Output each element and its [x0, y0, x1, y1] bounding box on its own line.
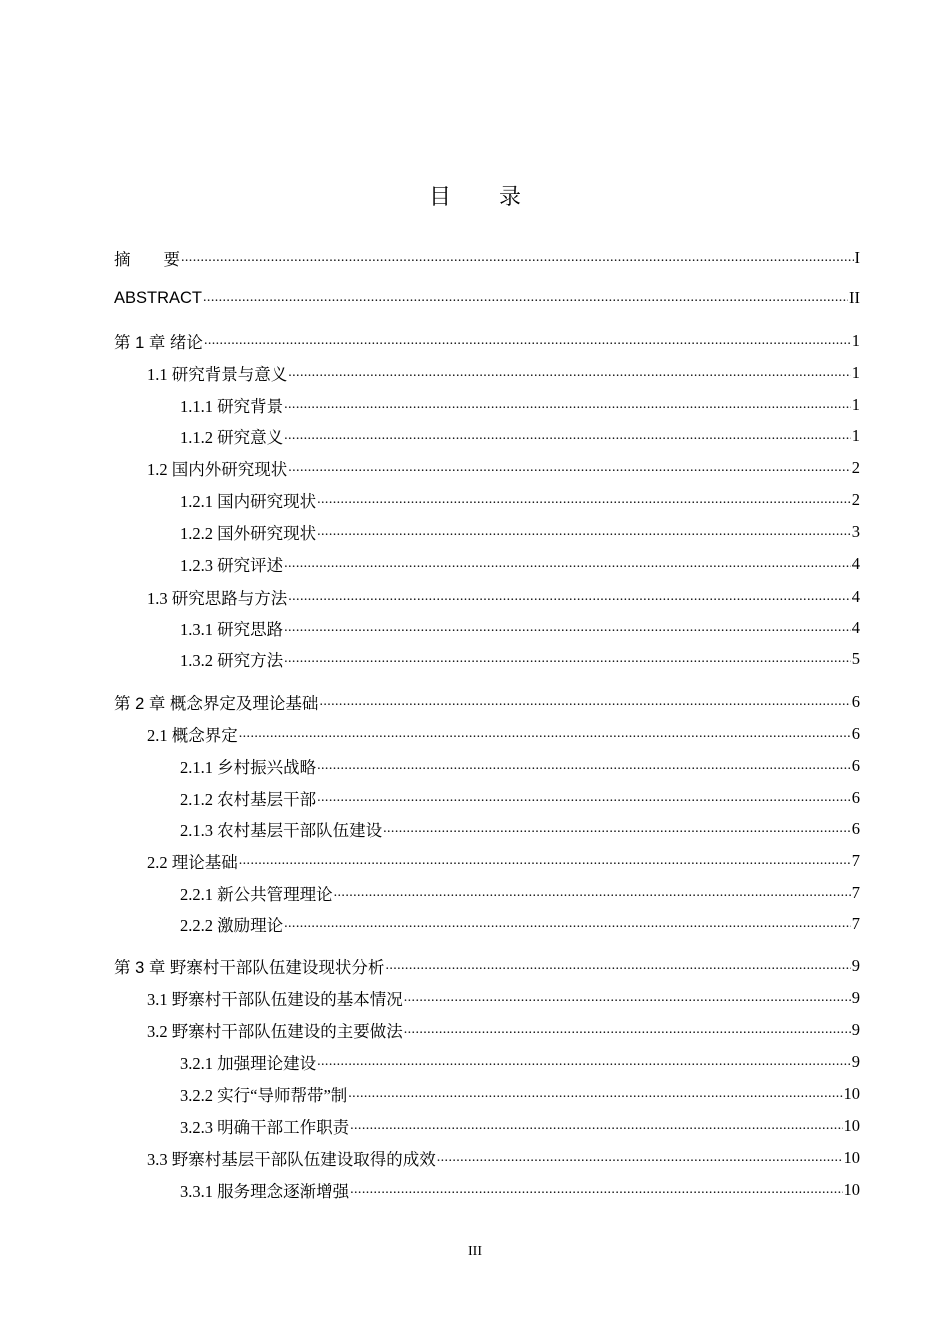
toc-entry-page: 6 — [851, 756, 860, 775]
toc-entry[interactable] — [180, 1115, 860, 1137]
dot-leader — [284, 648, 851, 670]
dot-leader — [317, 787, 851, 809]
toc-entry-label: 1.2.2 国外研究现状 — [180, 524, 317, 543]
toc-entry-label: 摘 要 — [114, 251, 180, 269]
toc-entry-page: 9 — [851, 956, 860, 975]
toc-entry-label: 3.2.2 实行“导师帮带”制 — [180, 1086, 348, 1105]
toc-entry-page: 6 — [851, 819, 860, 838]
toc-entry[interactable] — [114, 330, 860, 352]
toc-entry[interactable] — [114, 955, 860, 977]
page-title: 目录 — [428, 185, 569, 210]
dot-leader — [239, 850, 851, 872]
toc-entry-label: 2.2 理论基础 — [147, 853, 238, 872]
dot-leader — [239, 723, 851, 745]
toc-entry[interactable] — [147, 987, 860, 1009]
toc-entry-page: 4 — [851, 554, 860, 573]
toc-entry[interactable] — [147, 457, 860, 479]
toc-entry[interactable] — [180, 489, 860, 511]
toc-entry-page: 10 — [843, 1084, 860, 1103]
toc-entry[interactable] — [147, 723, 860, 745]
toc-entry-page: 1 — [851, 331, 860, 350]
dot-leader — [350, 1179, 842, 1201]
dot-leader — [203, 287, 848, 309]
toc-entry-label: 1.3.2 研究方法 — [180, 651, 284, 670]
dot-leader — [334, 882, 851, 904]
toc-entry-label: 1.1.1 研究背景 — [180, 397, 284, 416]
dot-leader — [288, 457, 851, 479]
toc-entry-page: 2 — [851, 490, 860, 509]
dot-leader — [317, 755, 851, 777]
toc-entry-label: ABSTRACT — [114, 288, 203, 307]
toc-entry[interactable] — [180, 818, 860, 840]
toc-entry-label: 1.2.3 研究评述 — [180, 556, 284, 575]
toc-entry-label: 2.1.2 农村基层干部 — [180, 790, 317, 809]
dot-leader — [319, 691, 850, 713]
toc-entry[interactable] — [180, 617, 860, 639]
toc-entry-label: 3.2 野寨村干部队伍建设的主要做法 — [147, 1022, 403, 1041]
toc-entry[interactable] — [147, 362, 860, 384]
toc-entry-label: 3.1 野寨村干部队伍建设的基本情况 — [147, 990, 403, 1009]
toc-entry-page: II — [849, 288, 860, 307]
toc-entry-label: 3.2.1 加强理论建设 — [180, 1054, 317, 1073]
dot-leader — [437, 1147, 843, 1169]
toc-entry-page: 6 — [851, 788, 860, 807]
toc-entry[interactable] — [180, 425, 860, 447]
toc-entry-page: 9 — [851, 1020, 860, 1039]
toc-entry-label: 3.3 野寨村基层干部队伍建设取得的成效 — [147, 1150, 436, 1169]
toc-entry[interactable] — [147, 850, 860, 872]
toc-entry-label: 第 1 章 绪论 — [114, 334, 203, 352]
toc-entry[interactable] — [180, 1051, 860, 1073]
toc-entry-page: 3 — [851, 522, 860, 541]
toc-entry[interactable] — [114, 691, 860, 713]
toc-entry-label: 1.3.1 研究思路 — [180, 620, 284, 639]
toc-entry[interactable] — [180, 648, 860, 670]
toc-entry[interactable] — [180, 1179, 860, 1201]
toc-entry-page: 10 — [843, 1116, 860, 1135]
toc-entry-page: 4 — [851, 618, 860, 637]
toc-entry-page: 7 — [851, 883, 860, 902]
toc-entry-label: 2.2.1 新公共管理理论 — [180, 885, 333, 904]
toc-entry[interactable] — [147, 1019, 860, 1041]
dot-leader — [317, 521, 851, 543]
toc-entry[interactable] — [180, 913, 860, 935]
toc-entry-label: 1.1.2 研究意义 — [180, 428, 284, 447]
toc-entry-page: 7 — [851, 851, 860, 870]
toc-entry-page: 2 — [851, 458, 860, 477]
toc-entry-label: 3.2.3 明确干部工作职责 — [180, 1118, 350, 1137]
toc-entry-label: 1.2.1 国内研究现状 — [180, 492, 317, 511]
dot-leader — [404, 1019, 851, 1041]
toc-entry-label: 3.3.1 服务理念逐渐增强 — [180, 1182, 350, 1201]
toc-entry-label: 第 2 章 概念界定及理论基础 — [114, 695, 319, 713]
toc-entry[interactable] — [114, 287, 860, 309]
toc-entry-page: 1 — [851, 363, 860, 382]
dot-leader — [317, 1051, 851, 1073]
toc-entry-page: 1 — [851, 426, 860, 445]
toc-entry[interactable] — [180, 394, 860, 416]
toc-entry-page: 5 — [851, 649, 860, 668]
toc-entry-page: 6 — [851, 724, 860, 743]
toc-entry-label: 2.1 概念界定 — [147, 726, 238, 745]
dot-leader — [317, 489, 851, 511]
dot-leader — [348, 1083, 842, 1105]
toc-entry[interactable] — [180, 521, 860, 543]
toc-entry[interactable] — [180, 1083, 860, 1105]
toc-entry[interactable] — [147, 1147, 860, 1169]
dot-leader — [181, 247, 854, 269]
page-number: III — [468, 1244, 482, 1259]
dot-leader — [204, 330, 851, 352]
toc-entry-page: 10 — [843, 1180, 860, 1199]
toc-entry[interactable] — [180, 882, 860, 904]
dot-leader — [385, 955, 850, 977]
toc-entry-label: 第 3 章 野寨村干部队伍建设现状分析 — [114, 959, 385, 977]
toc-entry-page: I — [854, 248, 860, 267]
dot-leader — [288, 362, 851, 384]
dot-leader — [404, 987, 851, 1009]
dot-leader — [288, 586, 851, 608]
toc-entry-page: 7 — [851, 914, 860, 933]
dot-leader — [284, 425, 851, 447]
toc-entry-label: 1.3 研究思路与方法 — [147, 589, 288, 608]
dot-leader — [284, 553, 851, 575]
toc-entry-label: 2.2.2 激励理论 — [180, 916, 284, 935]
dot-leader — [284, 913, 851, 935]
toc-entry[interactable] — [114, 247, 860, 269]
toc-entry-page: 6 — [851, 692, 860, 711]
toc-entry-page: 1 — [851, 395, 860, 414]
dot-leader — [350, 1115, 842, 1137]
toc-entry-label: 1.2 国内外研究现状 — [147, 460, 288, 479]
toc-entry[interactable] — [180, 553, 860, 575]
toc-entry-page: 9 — [851, 988, 860, 1007]
toc-entry-page: 9 — [851, 1052, 860, 1071]
toc-entry-page: 4 — [851, 587, 860, 606]
toc-entry[interactable] — [180, 787, 860, 809]
dot-leader — [284, 394, 851, 416]
toc-entry-label: 2.1.3 农村基层干部队伍建设 — [180, 821, 383, 840]
toc-entry[interactable] — [180, 755, 860, 777]
dot-leader — [284, 617, 851, 639]
toc-entry-label: 1.1 研究背景与意义 — [147, 365, 288, 384]
dot-leader — [383, 818, 851, 840]
toc-entry-page: 10 — [843, 1148, 860, 1167]
toc-entry-label: 2.1.1 乡村振兴战略 — [180, 758, 317, 777]
toc-entry[interactable] — [147, 586, 860, 608]
